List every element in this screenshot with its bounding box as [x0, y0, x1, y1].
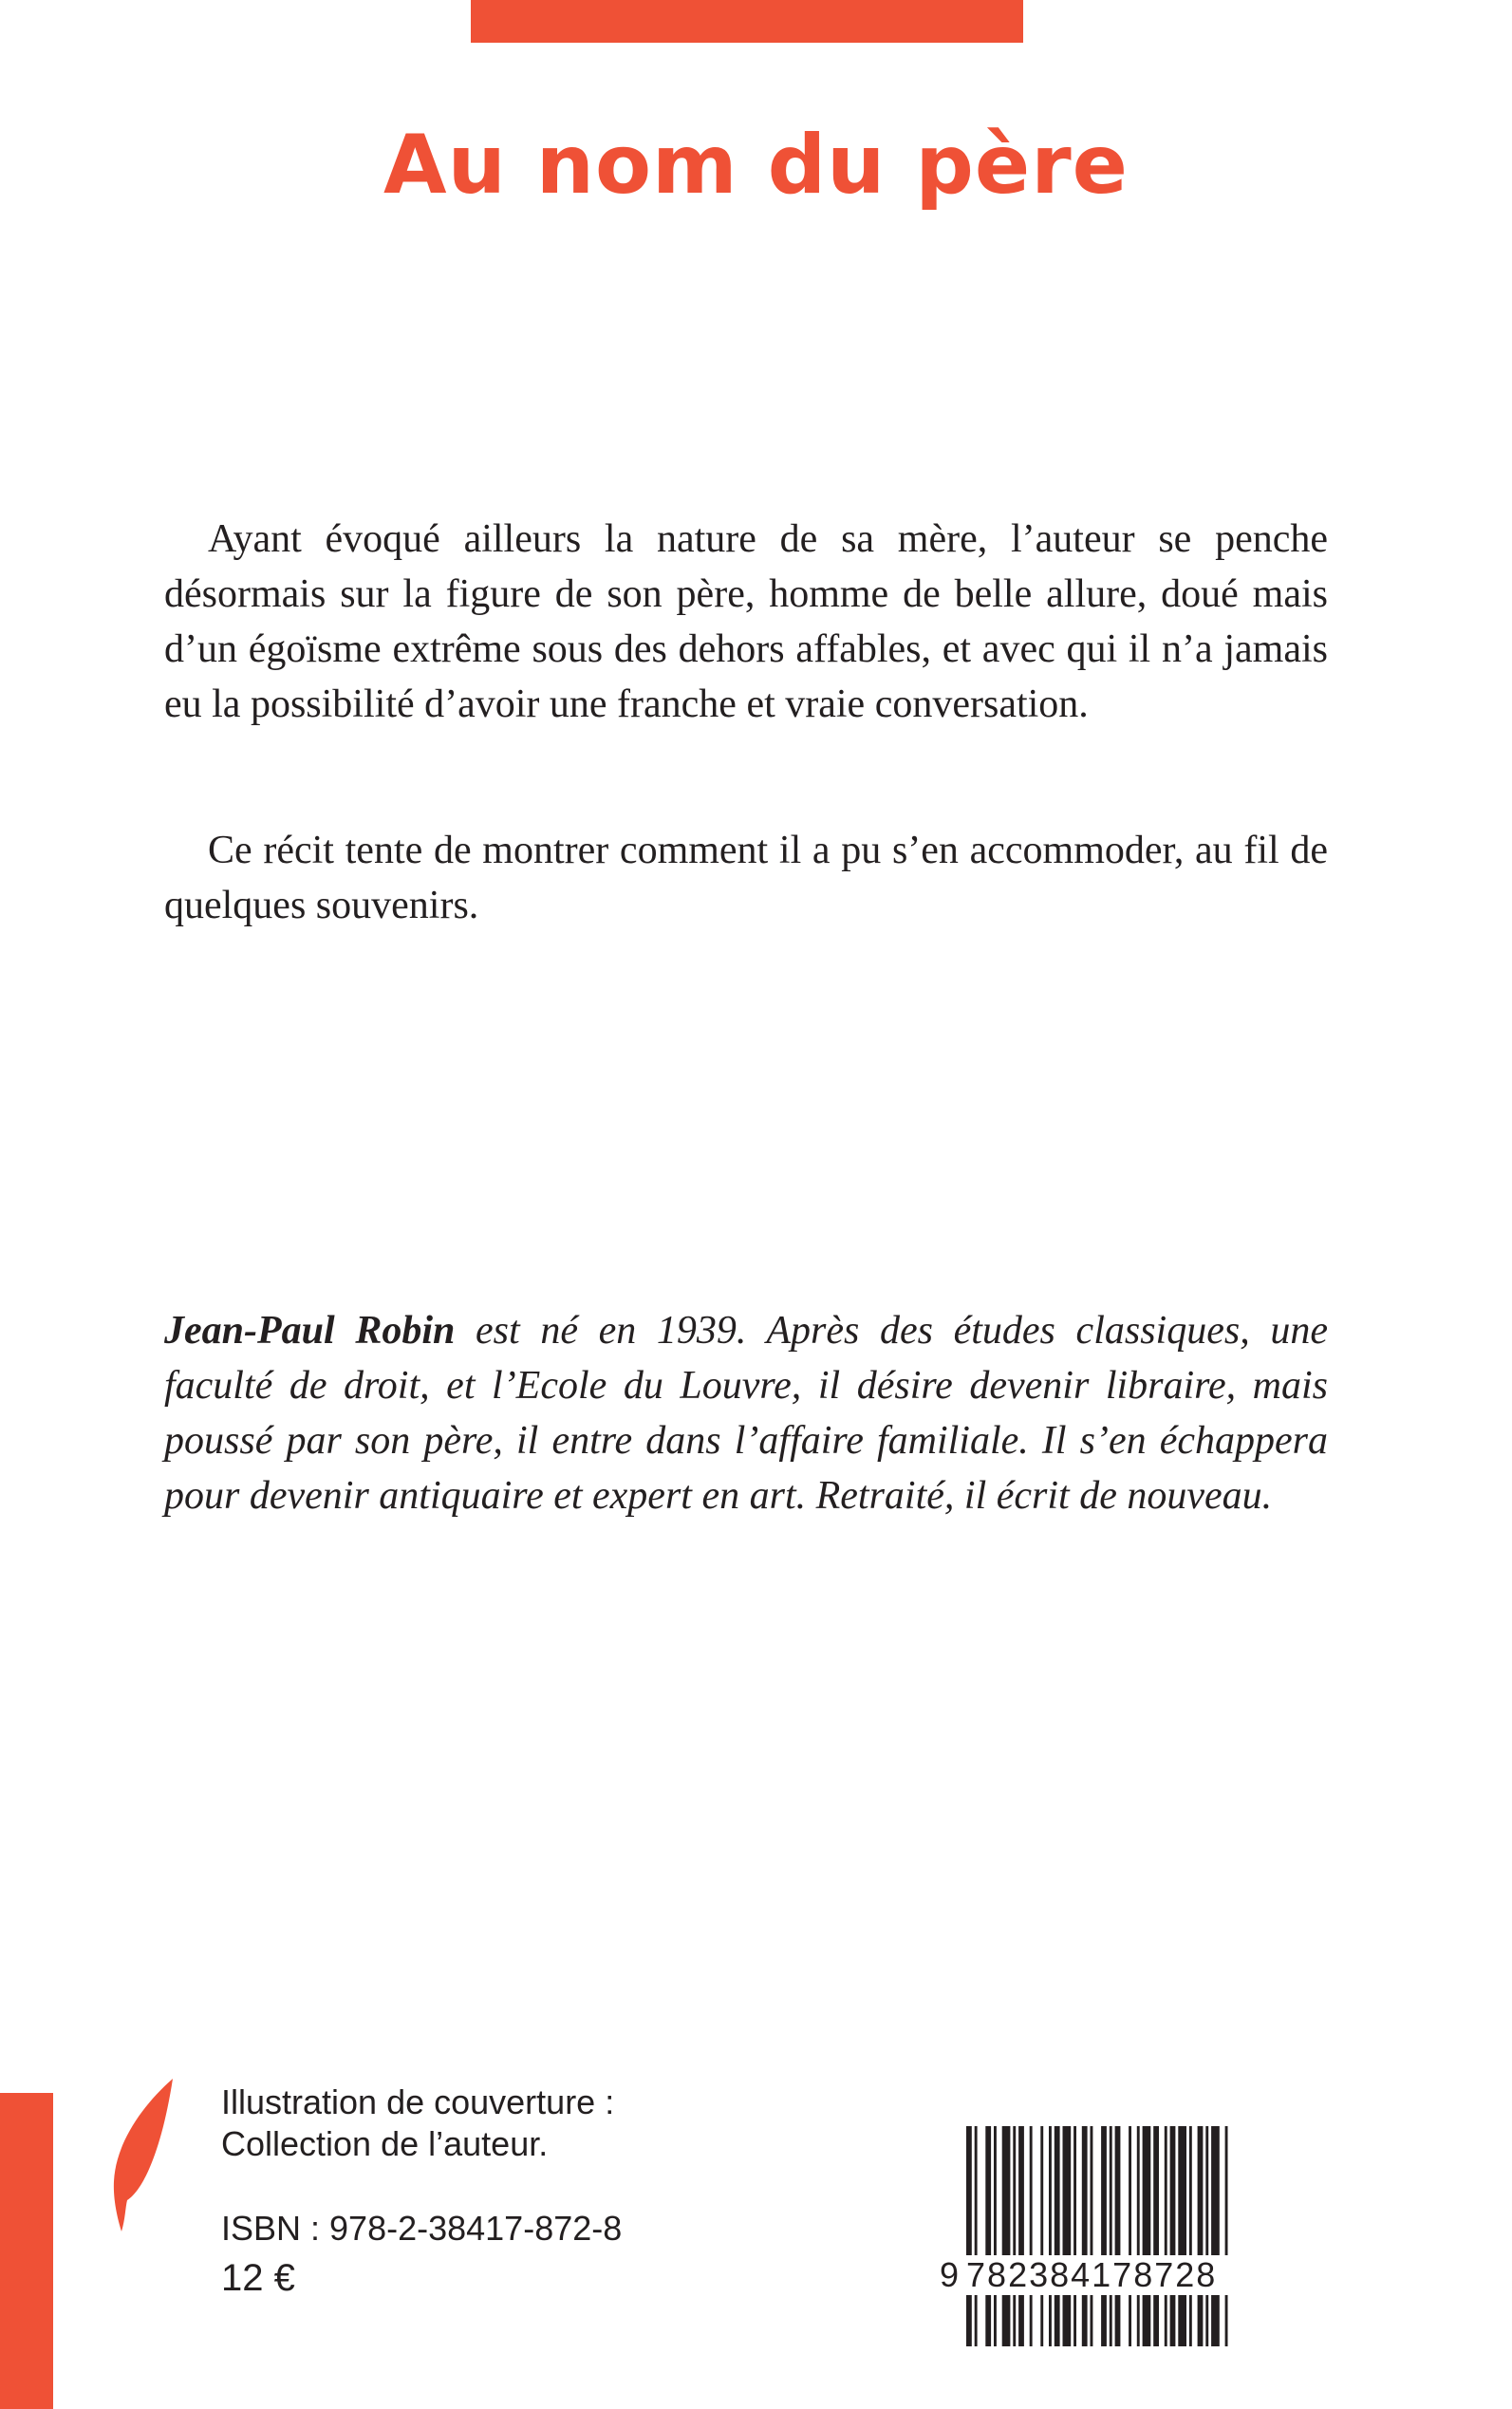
barcode-icon — [959, 2126, 1316, 2346]
summary-paragraph-1: Ayant évoqué ailleurs la nature de sa mère, l’auteur se penche désormais sur la figure de son père, homme de belle allure, doué mais d’un égoïsme extrême sous des dehors affables, et avec qui il n’a jamais eu la possibilité d’avoir une franche et vraie conversation. — [164, 517, 1328, 726]
author-bio — [164, 1303, 1328, 1523]
feather-logo-icon — [104, 2077, 180, 2233]
author-bio-text: est né en 1939. Après des études classiques, une faculté de droit, et l’Ecole du Louvre, il désire devenir libraire, mais poussé par son père, il entre dans l’affaire familiale. Il s’en échappera pour devenir antiquaire et expert en art. Retraité, il écrit de nouveau. — [164, 1309, 1328, 1518]
price: 12 € — [221, 2257, 295, 2299]
cover-illustration-credit: Illustration de couverture : — [221, 2082, 615, 2121]
top-accent-bar — [471, 0, 1023, 43]
summary-paragraph-2: Ce récit tente de montrer comment il a pu s’en accommoder, au fil de quelques souvenirs. — [164, 829, 1328, 927]
left-accent-bar — [0, 2093, 53, 2409]
barcode-first-digit: 9 — [940, 2255, 961, 2294]
barcode-digits: 782384178728 — [966, 2255, 1218, 2294]
barcode-number — [940, 2255, 1319, 2295]
cover-illustration-source: Collection de l’auteur. — [221, 2124, 549, 2163]
book-title: Au nom du père — [383, 118, 1129, 213]
isbn: ISBN : 978-2-38417-872-8 — [221, 2209, 623, 2248]
author-name: Jean-Paul Robin — [164, 1309, 456, 1353]
